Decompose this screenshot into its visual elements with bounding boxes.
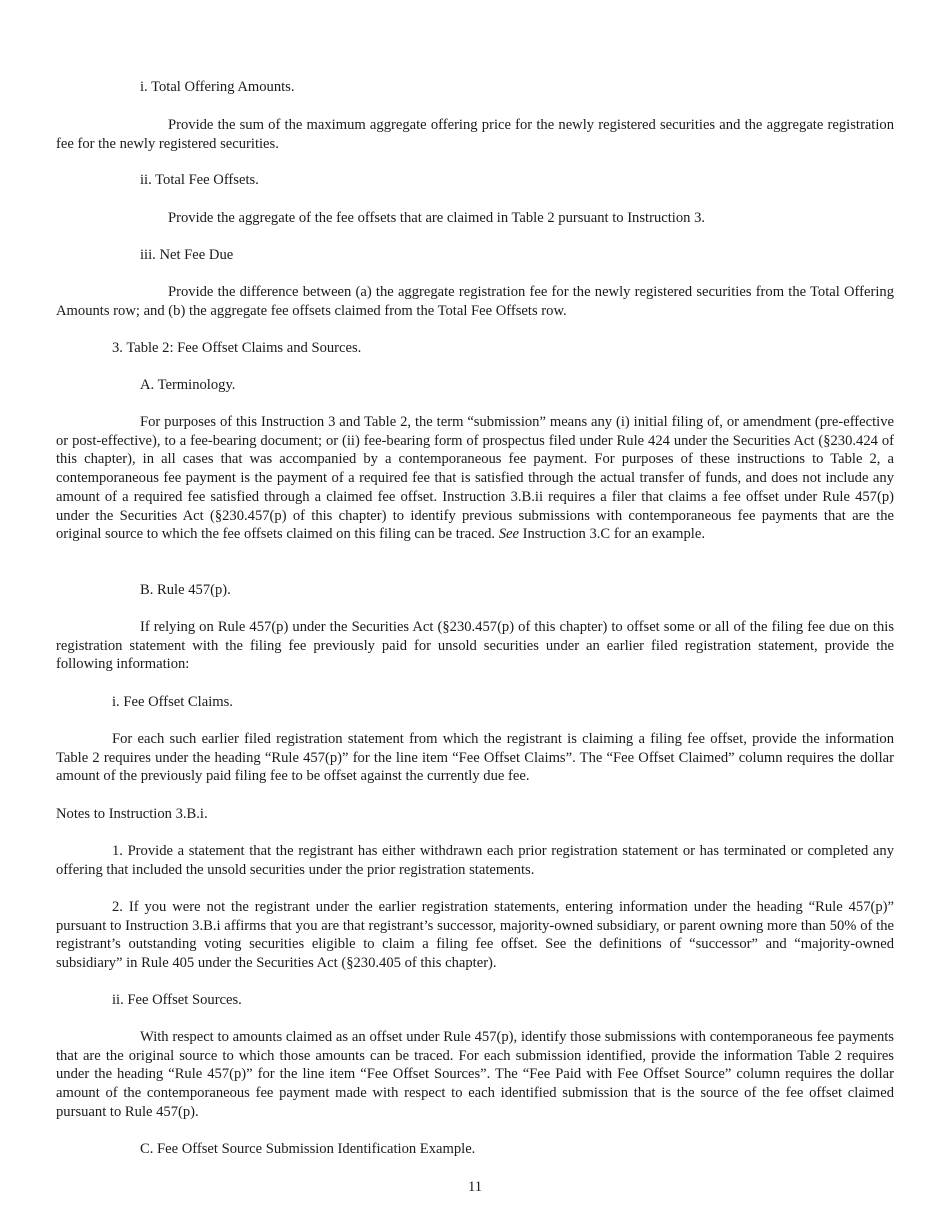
paragraph-rule-457p: If relying on Rule 457(p) under the Securities Act (§230.457(p) of this chapter) to offset some or all of the filing fee due on this registration statement with the filing fee previously paid for unsold securities under an earlier filed registration statement, provide the following information: [56, 619, 894, 673]
heading-terminology: A. Terminology. [140, 377, 236, 393]
paragraph-terminology-body: For purposes of this Instruction 3 and Table 2, the term “submission” means any (i) initial filing of, or amendment (pre-effective or post-effective), to a fee-bearing document; or (ii) fee-bearing form of prospectus filed under Rule 424 under the Securities Act (§230.424 of this chapter), in all cases that was accompanied by a contemporaneous fee payment. For purposes of these instructions to Table 2, a contemporaneous fee payment is the payment of a required fee that is satisfied through the actual transfer of funds, and does not include any amount of a required fee satisfied through a claimed fee offset. Instruction 3.B.ii requires a filer that claims a fee offset under Rule 457(p) under the Securities Act (§230.457(p) of this chapter) to identify previous submissions with contemporaneous fee payments that are the original source to which the fee offsets claimed on this filing can be traced. [56, 414, 894, 543]
paragraph-terminology [56, 413, 894, 544]
heading-fee-offset-sources: ii. Fee Offset Sources. [112, 992, 242, 1008]
paragraph-net-fee-due: Provide the difference between (a) the aggregate registration fee for the newly registered securities from the Total Offering Amounts row; and (b) the aggregate fee offsets claimed from the Total Fee Offsets row. [56, 284, 894, 319]
heading-rule-457p: B. Rule 457(p). [140, 582, 231, 598]
paragraph-total-offering-amounts: Provide the sum of the maximum aggregate offering price for the newly registered securities and the aggregate registration fee for the newly registered securities. [56, 117, 894, 152]
notes-heading: Notes to Instruction 3.B.i. [56, 806, 208, 822]
note-2: 2. If you were not the registrant under the earlier registration statements, entering information under the heading “Rule 457(p)” pursuant to Instruction 3.B.i affirms that you are that registrant’s successor, majority-owned subsidiary, or parent owning more than 50% of the registrant’s outstanding voting securities eligible to claim a filing fee offset. See the definitions of “successor” and “majority-owned subsidiary” in Rule 405 under the Securities Act (§230.405 of this chapter). [56, 899, 894, 972]
see-reference: See [498, 526, 519, 543]
page-number: 11 [467, 1179, 483, 1195]
heading-total-fee-offsets: ii. Total Fee Offsets. [140, 172, 259, 188]
heading-fee-offset-claims: i. Fee Offset Claims. [112, 694, 233, 710]
heading-net-fee-due: iii. Net Fee Due [140, 247, 234, 263]
paragraph-fee-offset-sources: With respect to amounts claimed as an offset under Rule 457(p), identify those submissions with contemporaneous fee payments that are the original source to which those amounts can be traced. For each submission identified, provide the information Table 2 requires under the heading “Rule 457(p)” for the line item “Fee Offset Sources”. The “Fee Paid with Fee Offset Source” column requires the dollar amount of the contemporaneous fee payment made with respect to each identified submission that is the source of the fee offset claimed pursuant to Rule 457(p). [56, 1029, 894, 1120]
paragraph-terminology-tail: Instruction 3.C for an example. [522, 526, 705, 543]
heading-total-offering-amounts: i. Total Offering Amounts. [140, 79, 295, 95]
paragraph-total-fee-offsets: Provide the aggregate of the fee offsets that are claimed in Table 2 pursuant to Instruction 3. [168, 210, 706, 226]
note-1: 1. Provide a statement that the registrant has either withdrawn each prior registration statement or has terminated or completed any offering that included the unsold securities under the prior registration statements. [56, 843, 894, 878]
heading-example: C. Fee Offset Source Submission Identification Example. [140, 1141, 476, 1157]
heading-table-2: 3. Table 2: Fee Offset Claims and Sources. [112, 340, 362, 356]
paragraph-fee-offset-claims: For each such earlier filed registration statement from which the registrant is claiming a filing fee offset, provide the information Table 2 requires under the heading “Rule 457(p)” for the line item “Fee Offset Claims”. The “Fee Offset Claimed” column requires the dollar amount of the previously paid filing fee to be offset against the currently due fee. [56, 731, 894, 785]
